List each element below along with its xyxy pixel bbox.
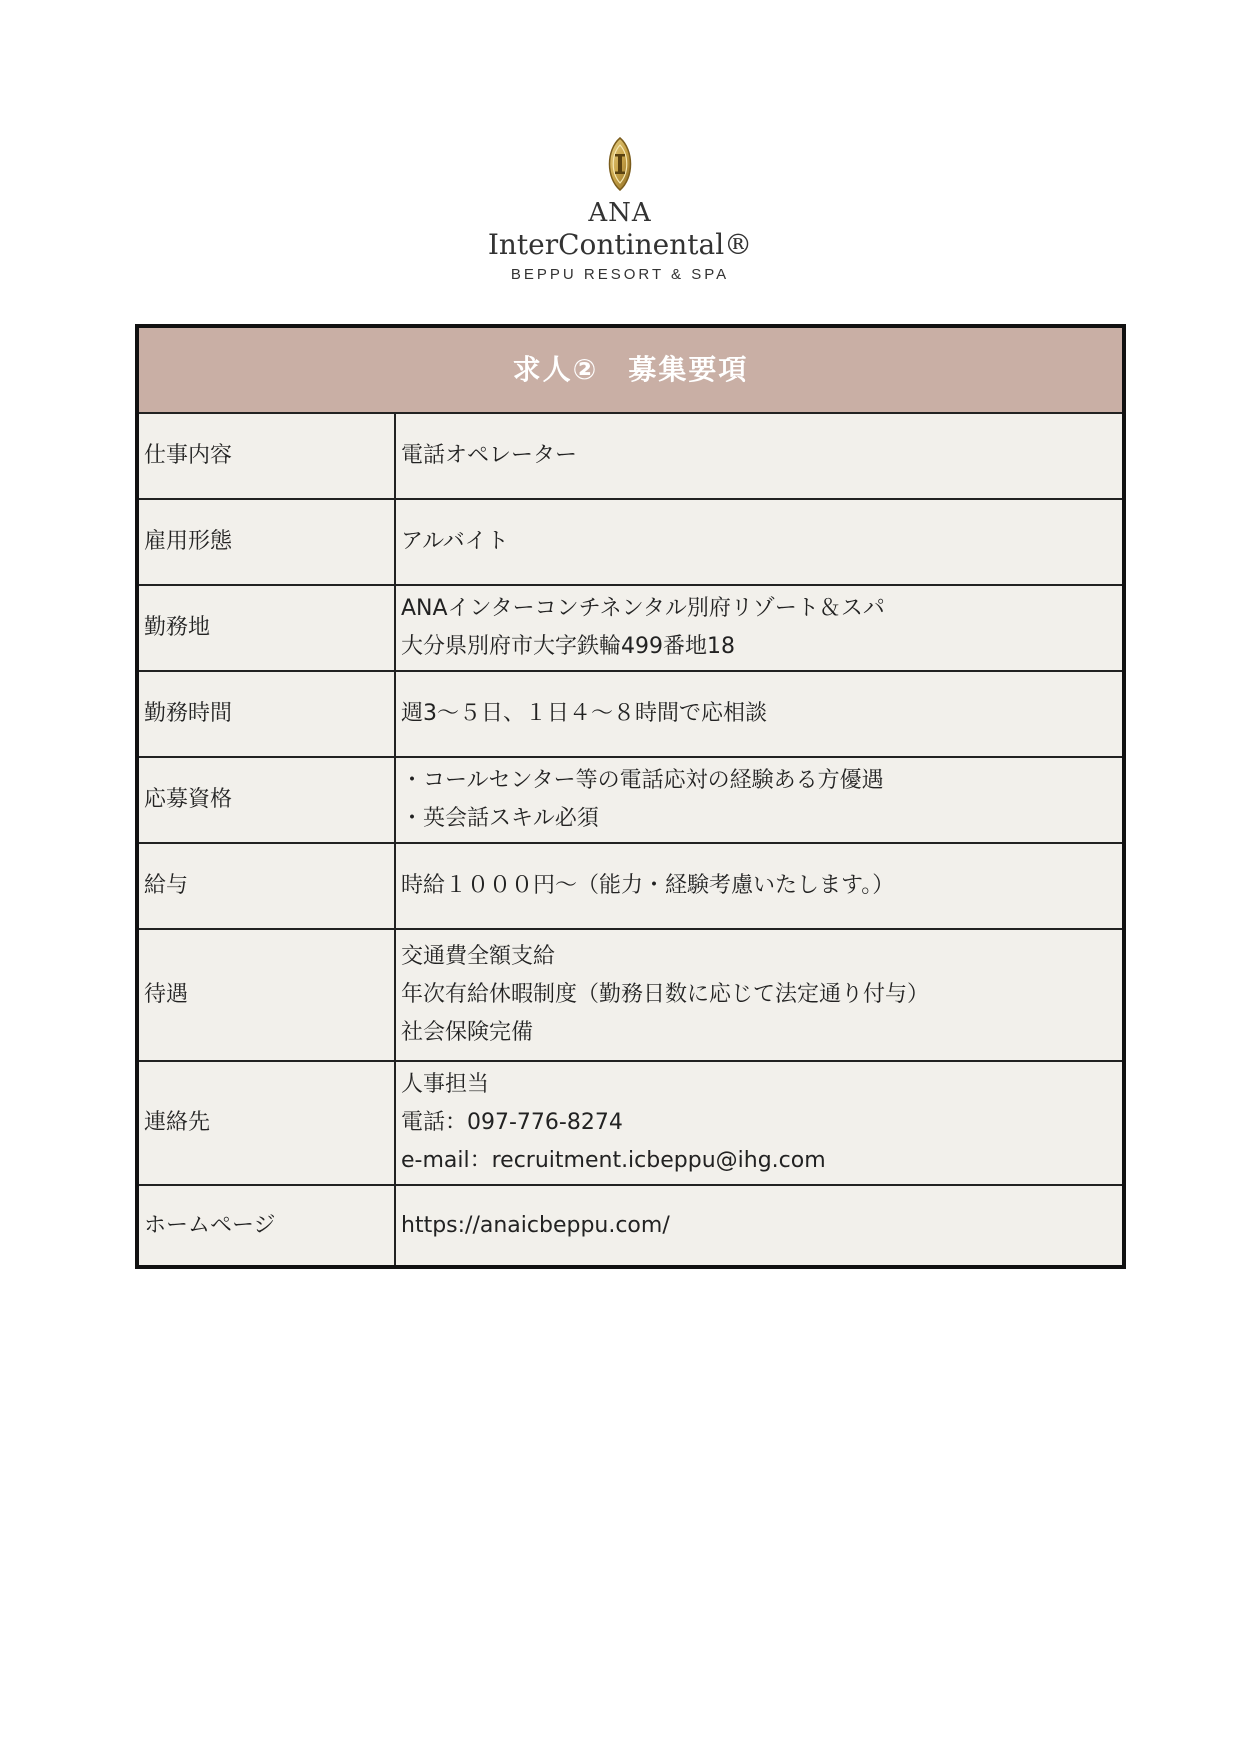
value-line: 交通費全額支給 [401, 944, 556, 969]
value-line: 社会保険完備 [401, 1020, 534, 1045]
row-label-benefits: 待遇 [137, 929, 395, 1061]
table-row-work-location [137, 585, 1124, 671]
intercontinental-emblem-icon [599, 136, 641, 192]
table-row-homepage [137, 1185, 1124, 1267]
row-label-homepage: ホームページ [137, 1185, 395, 1267]
table-row-contact [137, 1061, 1124, 1185]
table-row-benefits [137, 929, 1124, 1061]
table-row-working-hours [137, 671, 1124, 757]
value-line: 年次有給休暇制度（勤務日数に応じて法定通り付与） [401, 982, 930, 1007]
row-label-employment-type: 雇用形態 [137, 499, 395, 585]
value-line: アルバイト [401, 529, 509, 554]
logo-text-intercontinental: InterContinental® [487, 228, 753, 261]
row-label-job-content: 仕事内容 [137, 413, 395, 499]
row-value-salary [395, 843, 1124, 929]
job-details-table [135, 324, 1126, 1269]
row-value-contact [395, 1061, 1124, 1185]
contact-phone: 電話：097-776-8274 [401, 1110, 623, 1135]
row-value-benefits [395, 929, 1124, 1061]
row-value-job-content [395, 413, 1124, 499]
row-label-qualifications: 応募資格 [137, 757, 395, 843]
value-line: 週3～５日、１日４～８時間で応相談 [401, 701, 767, 726]
table-row-employment-type [137, 499, 1124, 585]
logo-text-ana: ANA [588, 198, 652, 228]
row-value-homepage [395, 1185, 1124, 1267]
row-label-working-hours: 勤務時間 [137, 671, 395, 757]
table-row-job-content [137, 413, 1124, 499]
value-line: 電話オペレーター [401, 443, 578, 468]
logo-text-beppu-resort: BEPPU RESORT & SPA [510, 266, 730, 283]
row-label-work-location: 勤務地 [137, 585, 395, 671]
row-value-work-location [395, 585, 1124, 671]
table-row-qualifications [137, 757, 1124, 843]
row-value-employment-type [395, 499, 1124, 585]
table-title: 求人② 募集要項 [137, 326, 1124, 413]
value-line: 大分県別府市大字鉄輪499番地18 [401, 634, 735, 659]
table-header-row [137, 326, 1124, 413]
row-label-contact: 連絡先 [137, 1061, 395, 1185]
hotel-logo [0, 136, 1240, 286]
value-line: ANAインターコンチネンタル別府リゾート＆スパ [401, 596, 885, 621]
table-row-salary [137, 843, 1124, 929]
row-label-salary: 給与 [137, 843, 395, 929]
value-line: 時給１０００円～（能力・経験考慮いたします。） [401, 873, 895, 898]
value-line: ・英会話スキル必須 [401, 806, 599, 831]
value-line: 人事担当 [401, 1072, 490, 1097]
value-line: ・コールセンター等の電話応対の経験ある方優遇 [401, 768, 884, 793]
contact-email-link[interactable]: e-mail：recruitment.icbeppu@ihg.com [401, 1148, 826, 1173]
row-value-qualifications [395, 757, 1124, 843]
row-value-working-hours [395, 671, 1124, 757]
homepage-link[interactable]: https://anaicbeppu.com/ [401, 1212, 670, 1238]
